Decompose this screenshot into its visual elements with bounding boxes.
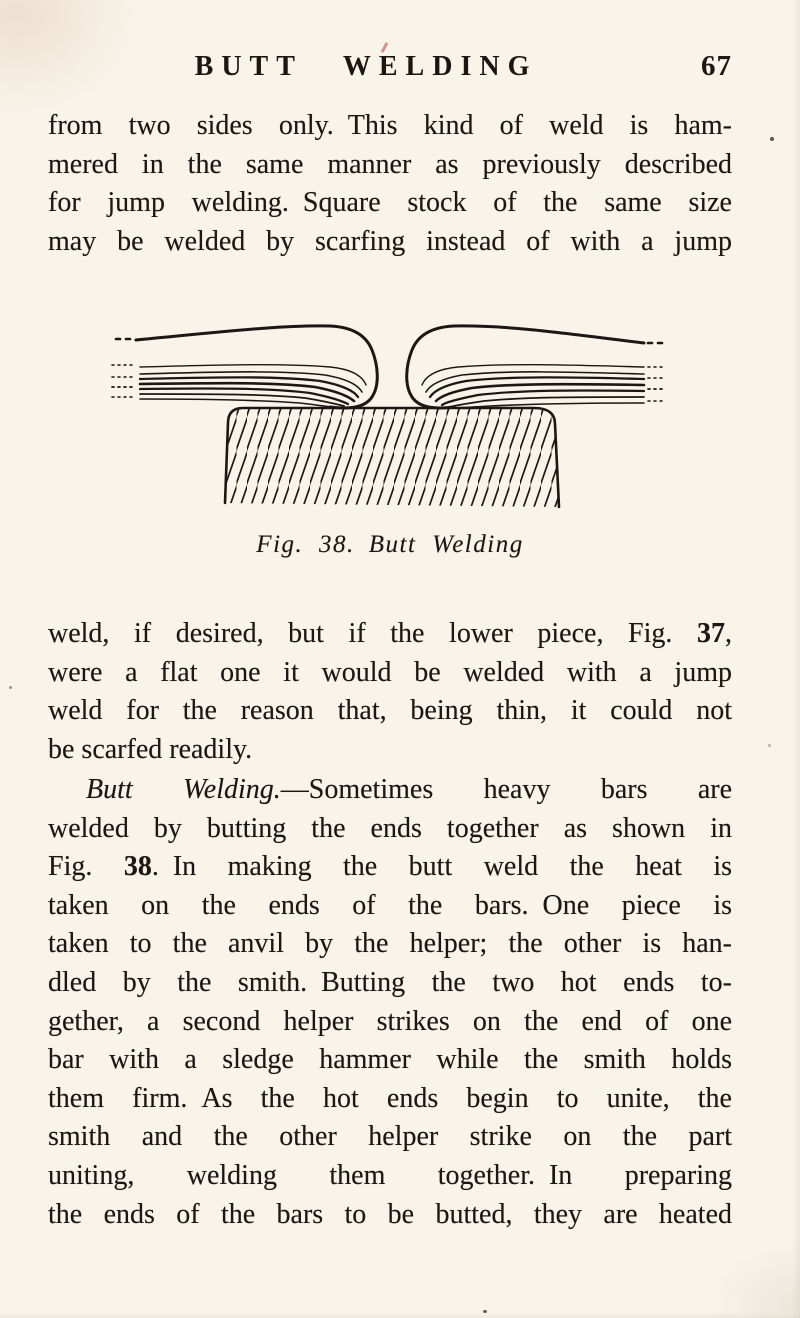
text-segment: Butt Welding. xyxy=(86,774,281,805)
paper-speck xyxy=(770,137,774,141)
text-line: be scarfed readily. xyxy=(48,733,253,765)
text-line: welded by butting the ends together as shown in xyxy=(48,812,732,844)
text-segment: 38 xyxy=(123,851,152,883)
text-segment: —Sometimes heavy bars are xyxy=(280,774,733,805)
text-segment: , xyxy=(725,618,732,649)
page-number: 67 xyxy=(701,50,732,82)
text-line: taken on the ends of the bars. One piece is xyxy=(48,889,732,921)
text-segment: 37 xyxy=(697,618,725,649)
text-line: gether, a second helper strikes on the end of one xyxy=(48,1005,732,1037)
paragraph xyxy=(48,771,732,1234)
text-segment: . In making the butt weld the heat is xyxy=(151,851,732,883)
text-line: them firm. As the hot ends begin to unite, the xyxy=(48,1082,732,1114)
text-segment: Fig. xyxy=(48,851,124,883)
running-header xyxy=(48,52,732,84)
text-line: may be welded by scarfing instead of with a jump xyxy=(48,225,732,257)
figure-butt-welding xyxy=(100,315,680,515)
paragraph xyxy=(48,107,732,261)
text-line: smith and the other helper strike on the part xyxy=(48,1121,732,1153)
text-line xyxy=(48,848,732,887)
text-line: taken to the anvil by the helper; the other is han- xyxy=(48,928,732,960)
text-line xyxy=(48,615,732,654)
text-line: mered in the same manner as previously described xyxy=(48,148,732,180)
text-line: weld for the reason that, being thin, it could not xyxy=(48,695,732,727)
page-title: BUTT WELDING xyxy=(194,51,538,82)
text-segment: weld, if desired, but if the lower piece, Fig. xyxy=(48,618,697,649)
text-line: from two sides only. This kind of weld is ham- xyxy=(48,110,732,141)
anvil xyxy=(220,405,565,509)
paragraph xyxy=(48,615,732,769)
text-line: for jump welding. Square stock of the same size xyxy=(48,187,732,219)
figure-caption: Fig. 38. Butt Welding xyxy=(256,531,524,558)
text-line: dled by the smith. Butting the two hot ends to- xyxy=(48,966,732,998)
left-bar xyxy=(112,326,377,408)
text-line: bar with a sledge hammer while the smith holds xyxy=(48,1044,732,1076)
text-line: uniting, welding them together. In preparing xyxy=(48,1159,732,1191)
paper-speck xyxy=(483,1310,487,1313)
text-line: were a flat one it would be welded with a jump xyxy=(48,656,732,688)
text-line: the ends of the bars to be butted, they are heated xyxy=(48,1198,732,1230)
paper-speck xyxy=(9,686,12,689)
right-bar xyxy=(407,326,668,408)
text-line xyxy=(48,771,732,810)
paper-speck xyxy=(768,744,771,747)
